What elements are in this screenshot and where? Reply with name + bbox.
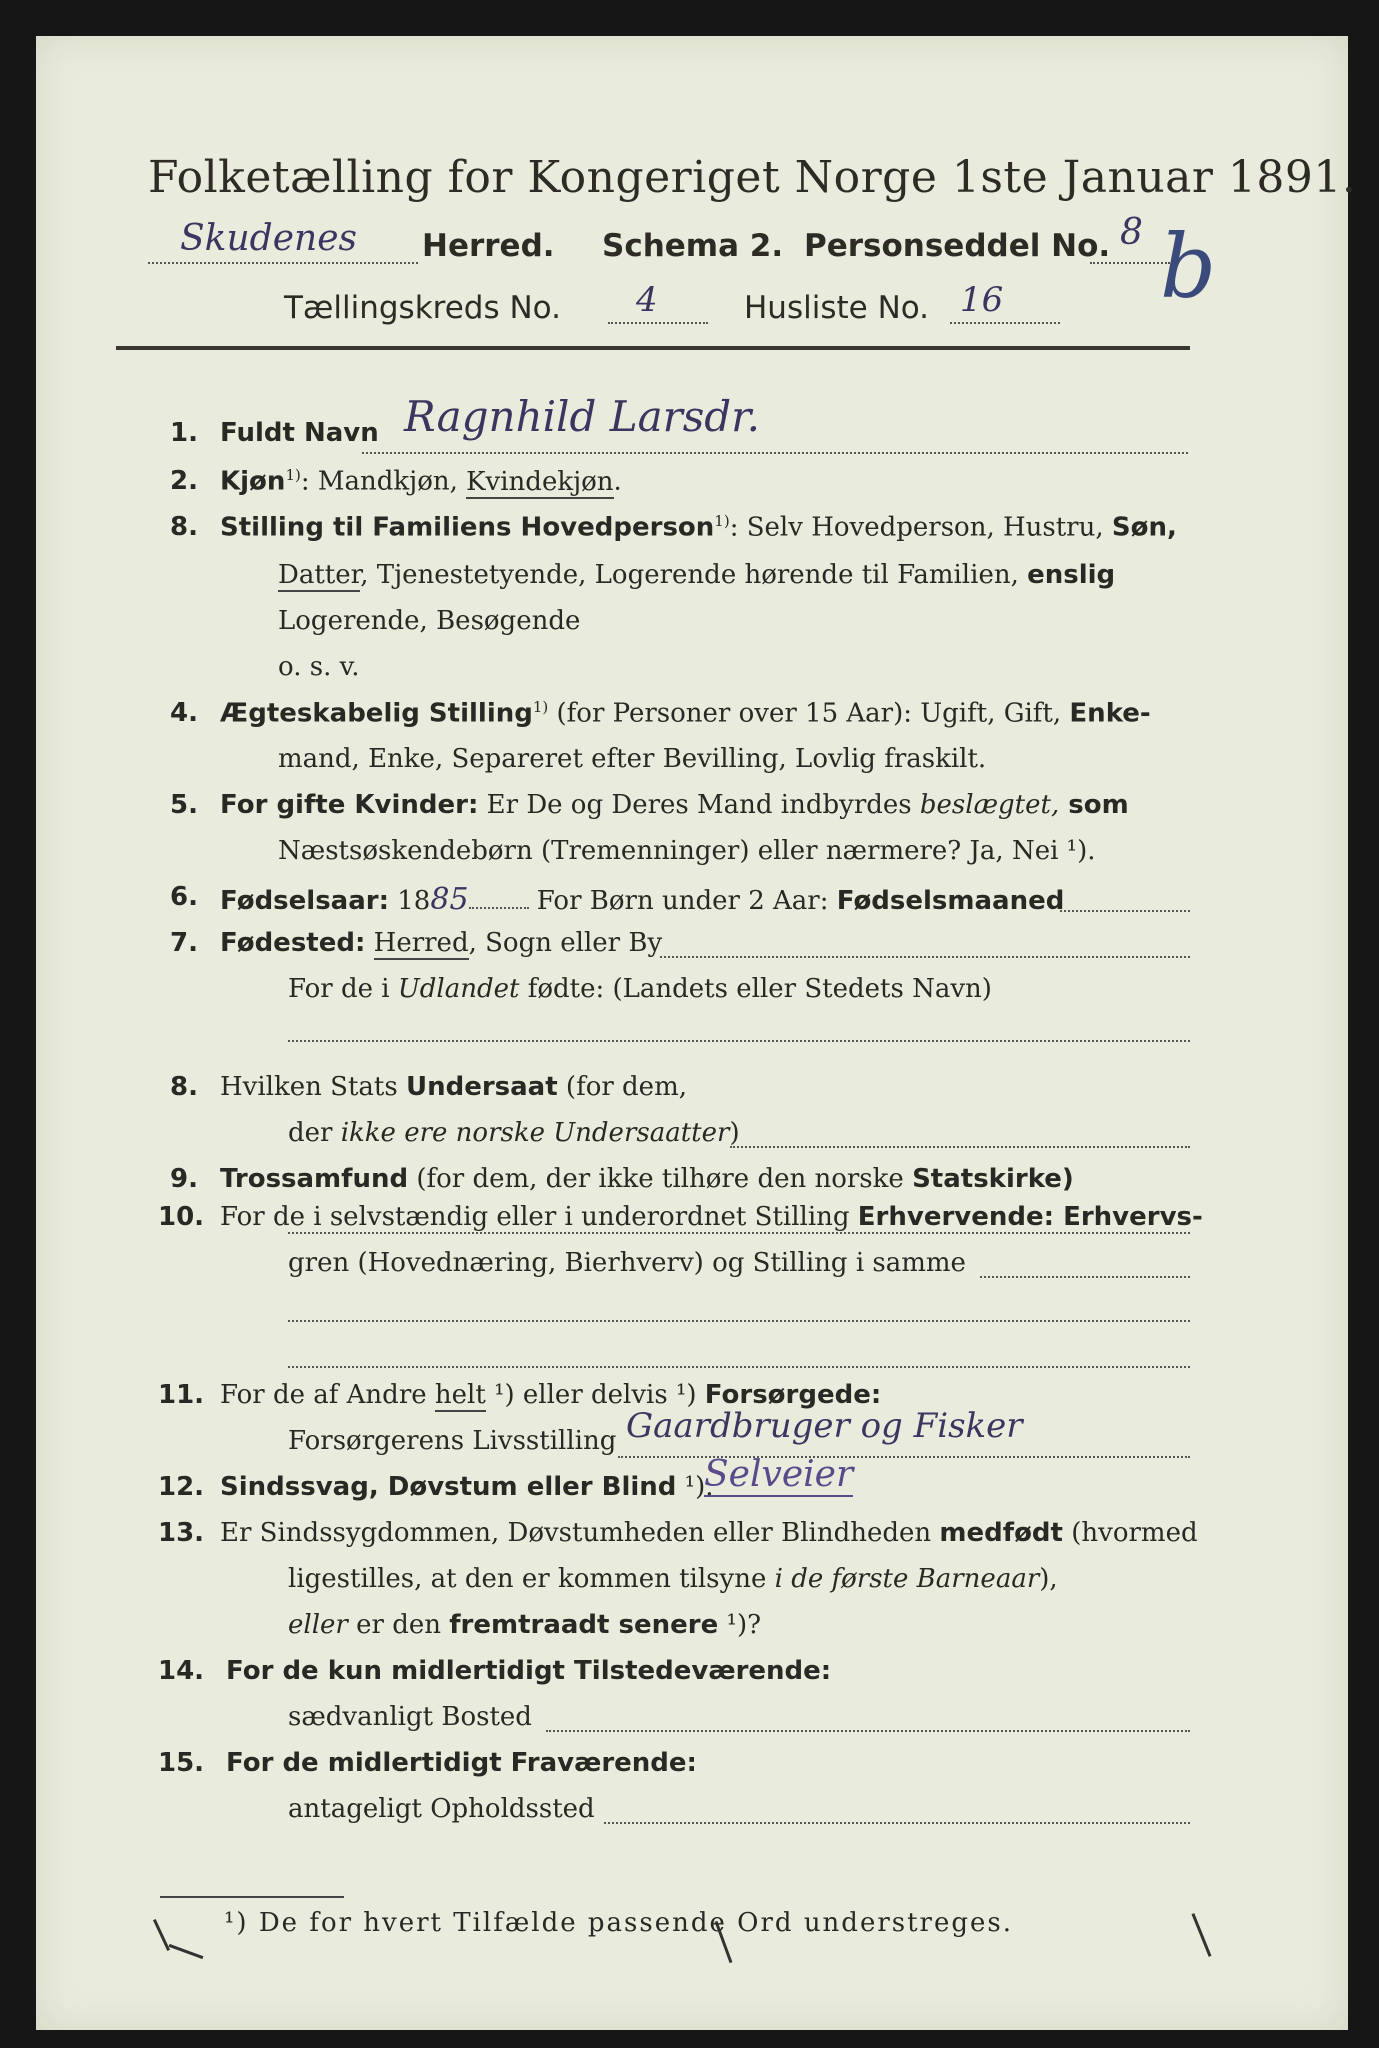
q14-line1: For de kun midlertidigt Tilstedeværende: — [226, 1656, 832, 1686]
q9-line1: Trossamfund (for dem, der ikke tilhøre den norske Statskirke) — [220, 1164, 1074, 1194]
q3-line3: Logerende, Besøgende — [278, 606, 581, 636]
q2-text: Kjøn$^{1)}$: Mandkjøn, Kvindekjøn. — [220, 466, 622, 497]
q3-line2: Datter, Tjenestetyende, Logerende hørende til Familien, enslig — [278, 560, 1116, 590]
q7-line2: For de i Udlandet fødte: (Landets eller Stedets Navn) — [288, 974, 992, 1004]
q5-line1: For gifte Kvinder: Er De og Deres Mand indbyrdes beslægtet, som — [220, 790, 1129, 820]
q14-line2: sædvanligt Bosted — [288, 1702, 532, 1732]
kreds-label: Tællingskreds No. — [284, 290, 561, 326]
q3-datter-underlined: Datter — [278, 560, 361, 590]
header-rule — [116, 346, 1190, 350]
q15-line1: For de midlertidigt Fraværende: — [226, 1748, 697, 1778]
margin-mark: b — [1160, 215, 1217, 318]
q7-line1: Fødested: Herred, Sogn eller By — [220, 928, 663, 958]
q12-line1: Sindssvag, Døvstum eller Blind ¹). — [220, 1472, 714, 1502]
q1-answer-name: Ragnhild Larsdr. — [404, 392, 760, 441]
q1-label: Fuldt Navn — [220, 418, 379, 448]
q12-number: 12. — [158, 1472, 205, 1502]
q6-answer-year: 85 — [430, 882, 469, 917]
q13-line3: eller er den fremtraadt senere ¹)? — [288, 1610, 762, 1640]
herred-label: Herred. — [422, 228, 555, 264]
q5-line2: Næstsøskendebørn (Tremenninger) eller nærmere? Ja, Nei ¹). — [278, 836, 1096, 866]
q8-line2: der ikke ere norske Undersaatter) — [288, 1118, 740, 1148]
q1-number: 1. — [170, 418, 198, 448]
q5-number: 5. — [170, 790, 198, 820]
personseddel-label: Personseddel No. — [804, 228, 1111, 264]
q4-line2: mand, Enke, Separeret efter Bevilling, Lovlig fraskilt. — [278, 744, 987, 774]
q8-line1: Hvilken Stats Undersaat (for dem, — [220, 1072, 687, 1102]
schema-label: Schema 2. — [602, 228, 784, 264]
husliste-label: Husliste No. — [744, 290, 930, 326]
q8-number: 8. — [170, 1072, 198, 1102]
q11-answer-occupation: Gaardbruger og Fisker — [626, 1406, 1023, 1446]
q3-line1: Stilling til Familiens Hovedperson$^{1)}$: Selv Hovedperson, Hustru, Søn, — [220, 512, 1177, 543]
q3-line4: o. s. v. — [278, 652, 360, 682]
q10-number: 10. — [158, 1202, 205, 1232]
q7-herred-underlined: Herred — [373, 928, 469, 958]
q6-line: Fødselsaar: 1885 For Børn under 2 Aar: Fødselsmaaned — [220, 882, 1065, 917]
husliste-number: 16 — [960, 280, 1004, 320]
q13-line1: Er Sindssygdommen, Døvstumheden eller Blindheden medfødt (hvormed — [220, 1518, 1198, 1548]
q10-line2: gren (Hovednæring, Bierhverv) og Stilling i samme — [288, 1248, 966, 1278]
herred-name: Skudenes — [180, 218, 357, 259]
q11-line2: Forsørgerens Livsstilling — [288, 1426, 617, 1456]
q14-number: 14. — [158, 1656, 205, 1686]
q13-number: 13. — [158, 1518, 205, 1548]
q2-kvindekjon-underlined: Kvindekjøn — [466, 466, 614, 497]
q15-line2: antageligt Opholdssted — [288, 1794, 595, 1824]
q6-number: 6. — [170, 882, 198, 912]
personseddel-number: 8 — [1120, 212, 1143, 253]
q7-number: 7. — [170, 928, 198, 958]
q13-line2: ligestilles, at den er kommen tilsyne i de første Barneaar), — [288, 1564, 1058, 1594]
q4-number: 4. — [170, 698, 198, 728]
q9-number: 9. — [170, 1164, 198, 1194]
q11-line1: For de af Andre helt ¹) eller delvis ¹) Forsørgede: — [220, 1380, 882, 1410]
footnote: ¹) De for hvert Tilfælde passende Ord understreges. — [224, 1908, 1014, 1938]
q11-helt-underlined: helt — [434, 1380, 486, 1410]
kreds-number: 4 — [636, 280, 658, 320]
q3-number: 8. — [170, 512, 198, 542]
q2-number: 2. — [170, 466, 198, 496]
q11-number: 11. — [158, 1380, 205, 1410]
form-title: Folketælling for Kongeriget Norge 1ste Januar 1891. — [148, 152, 1357, 203]
q15-number: 15. — [158, 1748, 205, 1778]
q10-line1: For de i selvstændig eller i underordnet Stilling Erhvervende: Erhvervs- — [220, 1202, 1203, 1232]
q12-answer-selveier: Selveier — [704, 1454, 854, 1495]
q4-line1: Ægteskabelig Stilling$^{1)}$ (for Personer over 15 Aar): Ugift, Gift, Enke- — [220, 698, 1151, 729]
